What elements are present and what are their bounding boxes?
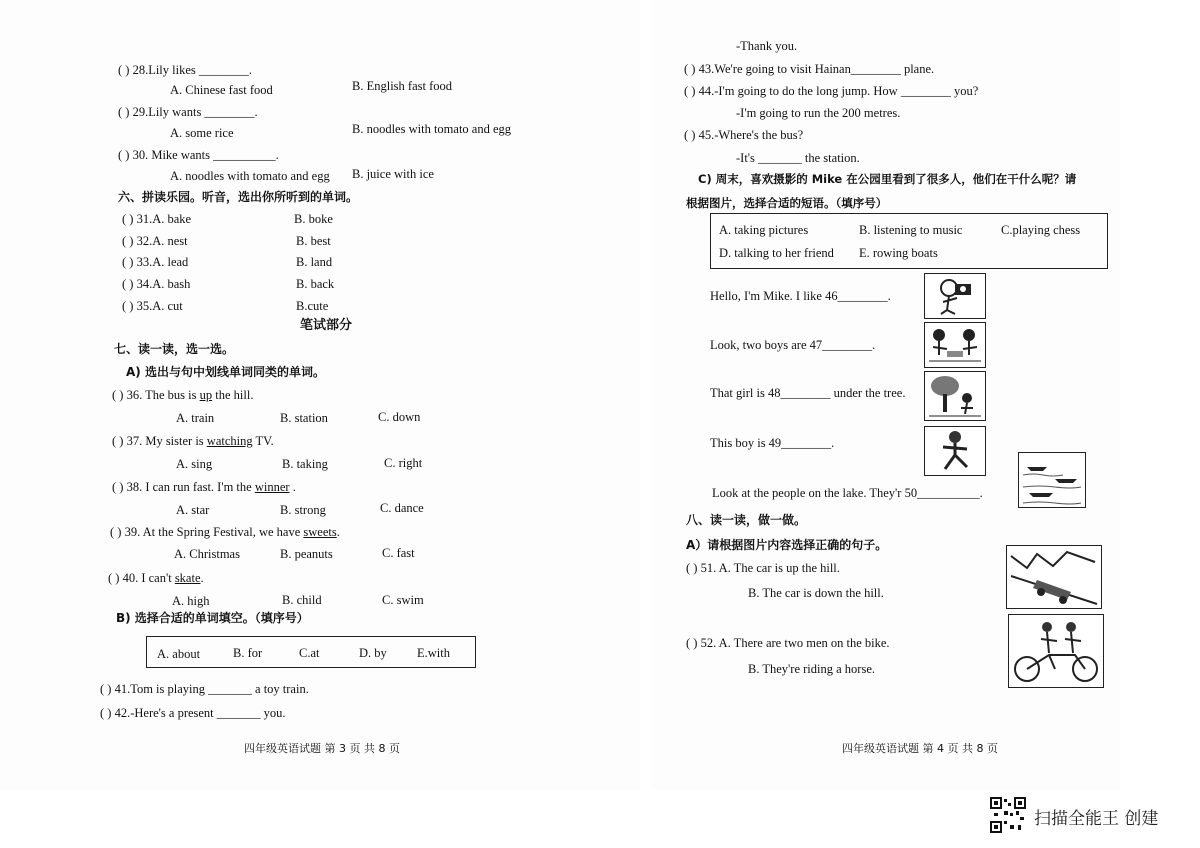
boy-dancing-image: [924, 426, 986, 476]
q37-option: B. taking: [282, 457, 328, 471]
q33-b: B. land: [296, 255, 333, 269]
q32-a: ( ) 32.A. nest: [122, 234, 188, 248]
dialog-thank: -Thank you.: [736, 39, 798, 53]
chess-boys-image: [924, 322, 986, 368]
q51-b: B. The car is down the hill.: [748, 586, 884, 600]
q50: Look at the people on the lake. They'r 50__________.: [712, 486, 983, 500]
q37-option: C. right: [384, 456, 423, 470]
q36-option: B. station: [280, 411, 328, 425]
q28-option-a: A. Chinese fast food: [170, 83, 273, 97]
section-7b-title: B) 选择合适的单词填空。（填序号）: [116, 611, 309, 625]
q40-option: B. child: [282, 593, 322, 607]
q44-reply: -I'm going to run the 200 metres.: [736, 106, 901, 120]
written-part-title: 笔试部分: [300, 318, 353, 333]
scanner-watermark: 扫描全能王 创建: [1034, 809, 1159, 829]
phrase-bank-box: [710, 213, 1108, 269]
q35-a: ( ) 35.A. cut: [122, 299, 183, 313]
section-8a-title: A）请根据图片内容选择正确的句子。: [686, 538, 888, 552]
q52-a: ( ) 52. A. There are two men on the bike.: [686, 636, 890, 650]
qr-code-icon: [990, 797, 1026, 833]
word-bank-item: A. about: [157, 647, 201, 661]
q45-reply: -It's _______ the station.: [736, 151, 860, 165]
q31-b: B. boke: [294, 212, 333, 226]
q45: ( ) 45.-Where's the bus?: [684, 128, 804, 142]
tandem-bike-image: [1008, 614, 1104, 688]
camera-boy-image: [924, 273, 986, 319]
q38-option: C. dance: [380, 501, 424, 515]
q30: ( ) 30. Mike wants __________.: [118, 148, 279, 162]
q36-option: C. down: [378, 410, 421, 424]
q36: ( ) 36. The bus is up the hill.: [112, 388, 254, 402]
q38-option: B. strong: [280, 503, 326, 517]
section-7-title: 七、读一读，选一选。: [114, 342, 235, 356]
q37: ( ) 37. My sister is watching TV.: [112, 434, 274, 448]
q47: Look, two boys are 47________.: [710, 338, 876, 352]
car-hill-image: [1006, 545, 1102, 609]
q49: This boy is 49________.: [710, 436, 835, 450]
section-6-title: 六、拼读乐园。听音，选出你所听到的单词。: [118, 190, 359, 204]
q30-option-b: B. juice with ice: [352, 167, 434, 181]
rowing-boats-image: [1018, 452, 1086, 508]
q37-option: A. sing: [176, 457, 213, 471]
q34-b: B. back: [296, 277, 335, 291]
q48: That girl is 48________ under the tree.: [710, 386, 906, 400]
q31-a: ( ) 31.A. bake: [122, 212, 192, 226]
q38: ( ) 38. I can run fast. I'm the winner .: [112, 480, 296, 494]
right-page: [652, 0, 1120, 790]
word-bank-item: E.with: [417, 646, 450, 660]
word-bank-box: [146, 636, 476, 668]
left-page: [0, 0, 640, 790]
q29: ( ) 29.Lily wants ________.: [118, 105, 258, 119]
section-7a-title: A) 选出与句中划线单词同类的单词。: [126, 365, 325, 379]
q40: ( ) 40. I can't skate.: [108, 571, 204, 585]
q42: ( ) 42.-Here's a present _______ you.: [100, 706, 286, 720]
q34-a: ( ) 34.A. bash: [122, 277, 191, 291]
page-footer: 四年级英语试题 第 3 页 共 8 页: [244, 742, 400, 755]
section-c-title: C) 周末，喜欢摄影的 Mike 在公园里看到了很多人，他们在干什么呢？请: [698, 172, 1077, 186]
q36-option: A. train: [176, 411, 215, 425]
page-gutter: [640, 0, 652, 790]
girl-under-tree-image: [924, 371, 986, 421]
q46: Hello, I'm Mike. I like 46________.: [710, 289, 891, 303]
phrase-bank-item: E. rowing boats: [859, 246, 938, 260]
q29-option-b: B. noodles with tomato and egg: [352, 122, 512, 136]
section-c-title-2: 根据图片，选择合适的短语。（填序号）: [686, 196, 888, 210]
q51-a: ( ) 51. A. The car is up the hill.: [686, 561, 840, 575]
word-bank-item: C.at: [299, 646, 320, 660]
q28-option-b: B. English fast food: [352, 79, 452, 93]
word-bank-item: B. for: [233, 646, 263, 660]
q52-b: B. They're riding a horse.: [748, 662, 875, 676]
word-bank-item: D. by: [359, 646, 387, 660]
page-footer: 四年级英语试题 第 4 页 共 8 页: [842, 742, 998, 755]
phrase-bank-item: D. talking to her friend: [719, 246, 834, 260]
q40-option: C. swim: [382, 593, 424, 607]
q35-b: B.cute: [296, 299, 329, 313]
q32-b: B. best: [296, 234, 331, 248]
q39: ( ) 39. At the Spring Festival, we have sweets.: [110, 525, 340, 539]
q44: ( ) 44.-I'm going to do the long jump. How ________ you?: [684, 84, 979, 98]
q40-option: A. high: [172, 594, 210, 608]
q39-option: A. Christmas: [174, 547, 240, 561]
phrase-bank-item: B. listening to music: [859, 223, 963, 237]
phrase-bank-item: A. taking pictures: [719, 223, 809, 237]
q41: ( ) 41.Tom is playing _______ a toy train.: [100, 682, 309, 696]
q28: ( ) 28.Lily likes ________.: [118, 63, 253, 77]
phrase-bank-item: C.playing chess: [1001, 223, 1081, 237]
q30-option-a: A. noodles with tomato and egg: [170, 169, 330, 183]
q29-option-a: A. some rice: [170, 126, 234, 140]
q33-a: ( ) 33.A. lead: [122, 255, 189, 269]
q38-option: A. star: [176, 503, 210, 517]
q43: ( ) 43.We're going to visit Hainan________ plane.: [684, 62, 935, 76]
section-8-title: 八、读一读，做一做。: [686, 513, 807, 527]
q39-option: C. fast: [382, 546, 415, 560]
q39-option: B. peanuts: [280, 547, 333, 561]
